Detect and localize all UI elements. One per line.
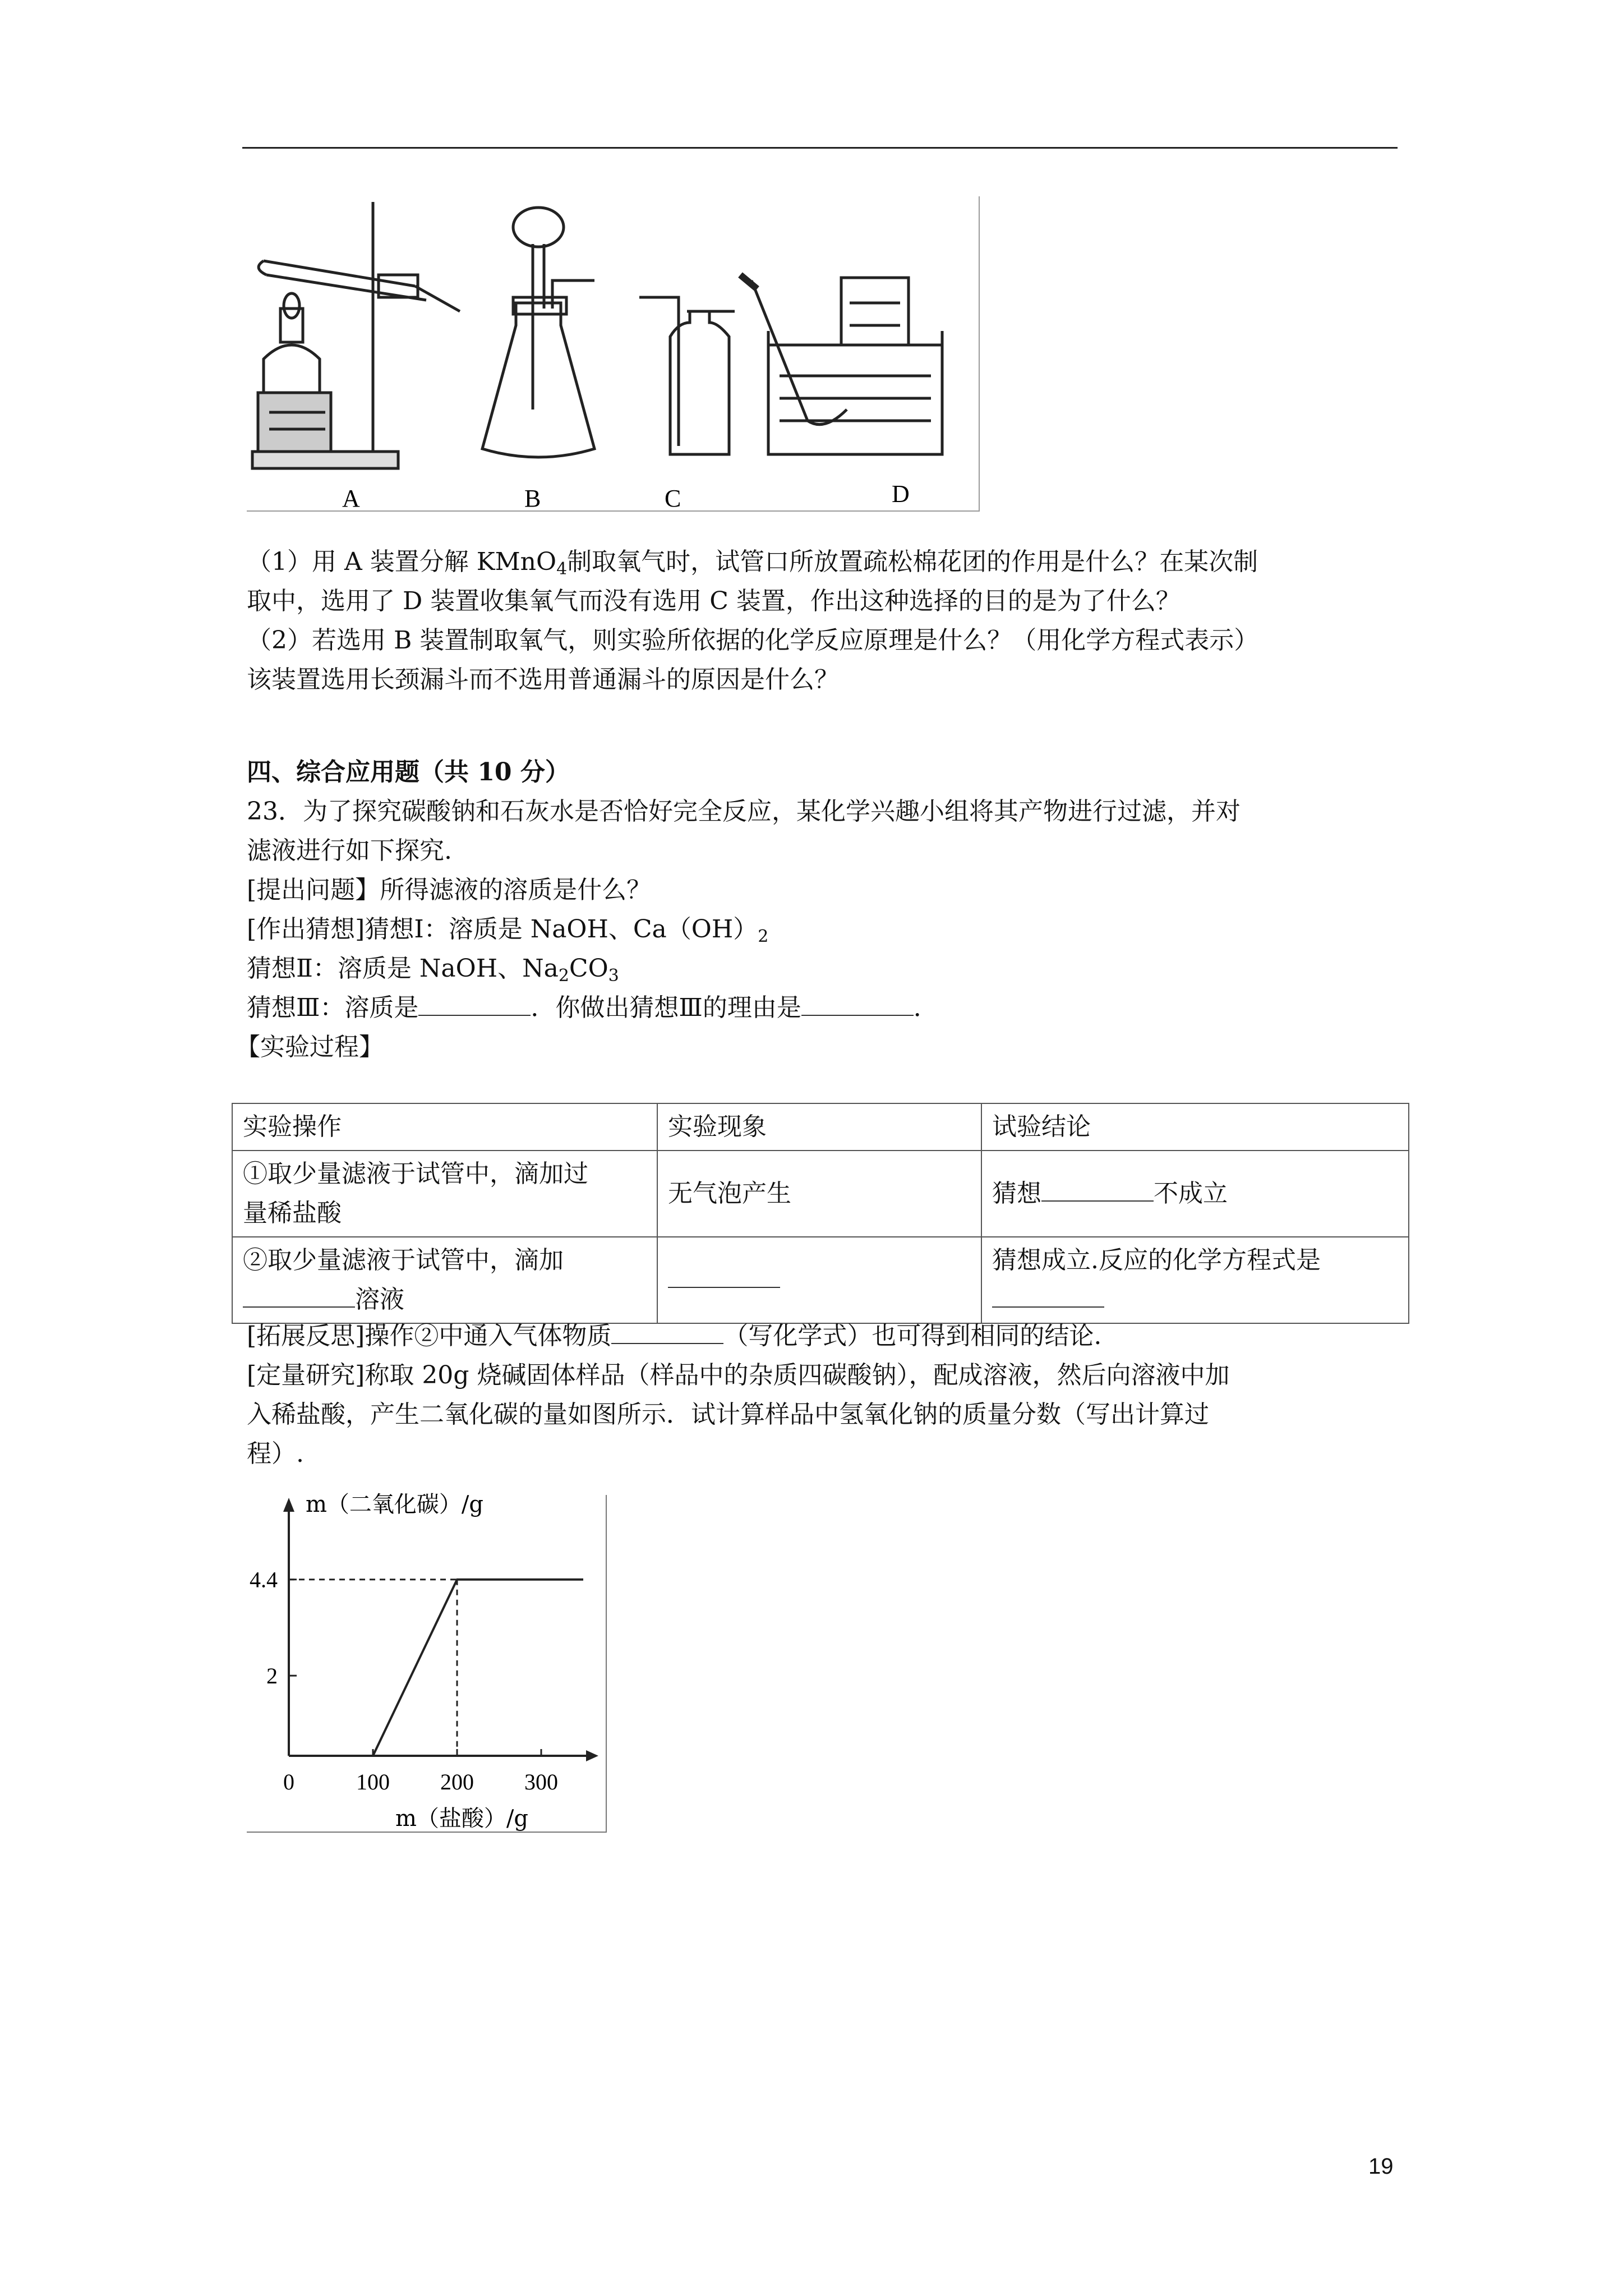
x-tick-label: 300 xyxy=(524,1769,558,1795)
table-header: 试验结论 xyxy=(981,1103,1409,1151)
co2-series-line xyxy=(373,1580,583,1756)
table-cell: ①取少量滤液于试管中，滴加过 量稀盐酸 xyxy=(232,1151,657,1237)
q23-reflect: [拓展反思]操作②中通入气体物质 （写化学式）也可得到相同的结论. xyxy=(247,1322,1102,1350)
table-cell xyxy=(657,1237,981,1323)
q22-p1-line2: 取中，选用了 D 装置收集氧气而没有选用 C 装置，作出这种选择的目的是为了什么？ xyxy=(247,587,1181,615)
table-row xyxy=(232,1151,1409,1237)
x-tick-label: 0 xyxy=(283,1769,294,1795)
q23-quant-line3: 程）. xyxy=(247,1439,304,1468)
q23-guess2: 猜想Ⅱ：溶质是 NaOH、$Na_2CO_3$ xyxy=(247,954,619,986)
table-cell: 猜想成立.反应的化学方程式是 xyxy=(981,1237,1409,1323)
q23-guess3: 猜想Ⅲ：溶质是 ．你做出猜想Ⅲ的理由是 ． xyxy=(247,993,938,1022)
q22-p2-line1: （2）若选用 B 装置制取氧气，则实验所依据的化学反应原理是什么？（用化学方程式表示） xyxy=(247,626,1259,655)
q23-quant-line1: [定量研究]称取 20g 烧碱固体样品（样品中的杂质四碳酸钠），配成溶液，然后向溶液中加 xyxy=(247,1361,1230,1389)
table-row xyxy=(232,1103,1409,1151)
apparatus-a xyxy=(252,202,460,468)
blank-reason[interactable] xyxy=(801,992,914,1016)
y-axis-arrow xyxy=(283,1498,294,1512)
header-rule xyxy=(242,147,1398,149)
q22-p2-line2: 该装置选用长颈漏斗而不选用普通漏斗的原因是什么？ xyxy=(247,665,839,694)
x-axis-label: m（盐酸）/g xyxy=(395,1806,529,1832)
q23-intro-line1: 23．为了探究碳酸钠和石灰水是否恰好完全反应，某化学兴趣小组将其产物进行过滤，并对 xyxy=(247,797,1241,826)
table-header: 实验现象 xyxy=(657,1103,981,1151)
q23-guess1: [作出猜想]猜想Ⅰ：溶质是 NaOH、$Ca(OH)_2$ xyxy=(247,915,769,946)
q22-p1-line1: （1）用 A 装置分解 KMnO$_4$制取氧气时，试管口所放置疏松棉花团的作用是什么？在某次制 xyxy=(247,547,1258,579)
q23-process: 【实验过程】 xyxy=(236,1033,384,1061)
apparatus-b xyxy=(482,208,594,457)
blank-solute[interactable] xyxy=(418,992,531,1016)
x-tick-label: 100 xyxy=(356,1769,390,1795)
blank-reagent[interactable] xyxy=(243,1284,355,1308)
q23-intro-line2: 滤液进行如下探究. xyxy=(247,836,452,865)
co2-graph xyxy=(247,1492,606,1834)
table-row xyxy=(232,1237,1409,1323)
experiment-table xyxy=(232,1103,1409,1324)
apparatus-c xyxy=(639,297,735,454)
y-axis-label: m（二氧化碳）/g xyxy=(306,1492,484,1517)
q23-quant-line2: 入稀盐酸，产生二氧化碳的量如图所示．试计算样品中氢氧化钠的质量分数（写出计算过 xyxy=(247,1400,1209,1429)
blank-phenomenon[interactable] xyxy=(668,1264,780,1288)
y-tick-label: 2 xyxy=(266,1663,278,1689)
table-cell: 无气泡产生 xyxy=(657,1151,981,1237)
blank-equation[interactable] xyxy=(992,1284,1104,1308)
x-axis-arrow xyxy=(586,1750,598,1761)
blank-guess-number[interactable] xyxy=(1041,1178,1154,1202)
table-cell: 猜想 不成立 xyxy=(981,1151,1409,1237)
apparatus-label-d: D xyxy=(892,480,910,508)
q23-question: [提出问题】所得滤液的溶质是什么？ xyxy=(247,876,652,904)
y-tick-label: 4.4 xyxy=(250,1567,278,1593)
table-cell: ②取少量滤液于试管中，滴加 溶液 xyxy=(232,1237,657,1323)
apparatus-figure xyxy=(247,196,981,516)
blank-gas-formula[interactable] xyxy=(611,1320,723,1344)
section4-heading: 四、综合应用题（共 10 分） xyxy=(247,758,570,786)
x-tick-label: 200 xyxy=(440,1769,474,1795)
apparatus-d xyxy=(740,275,942,454)
apparatus-label-c: C xyxy=(665,485,681,512)
table-header: 实验操作 xyxy=(232,1103,657,1151)
apparatus-label-a: A xyxy=(342,485,360,512)
page-number: 19 xyxy=(1368,2154,1394,2179)
apparatus-label-b: B xyxy=(524,485,541,512)
